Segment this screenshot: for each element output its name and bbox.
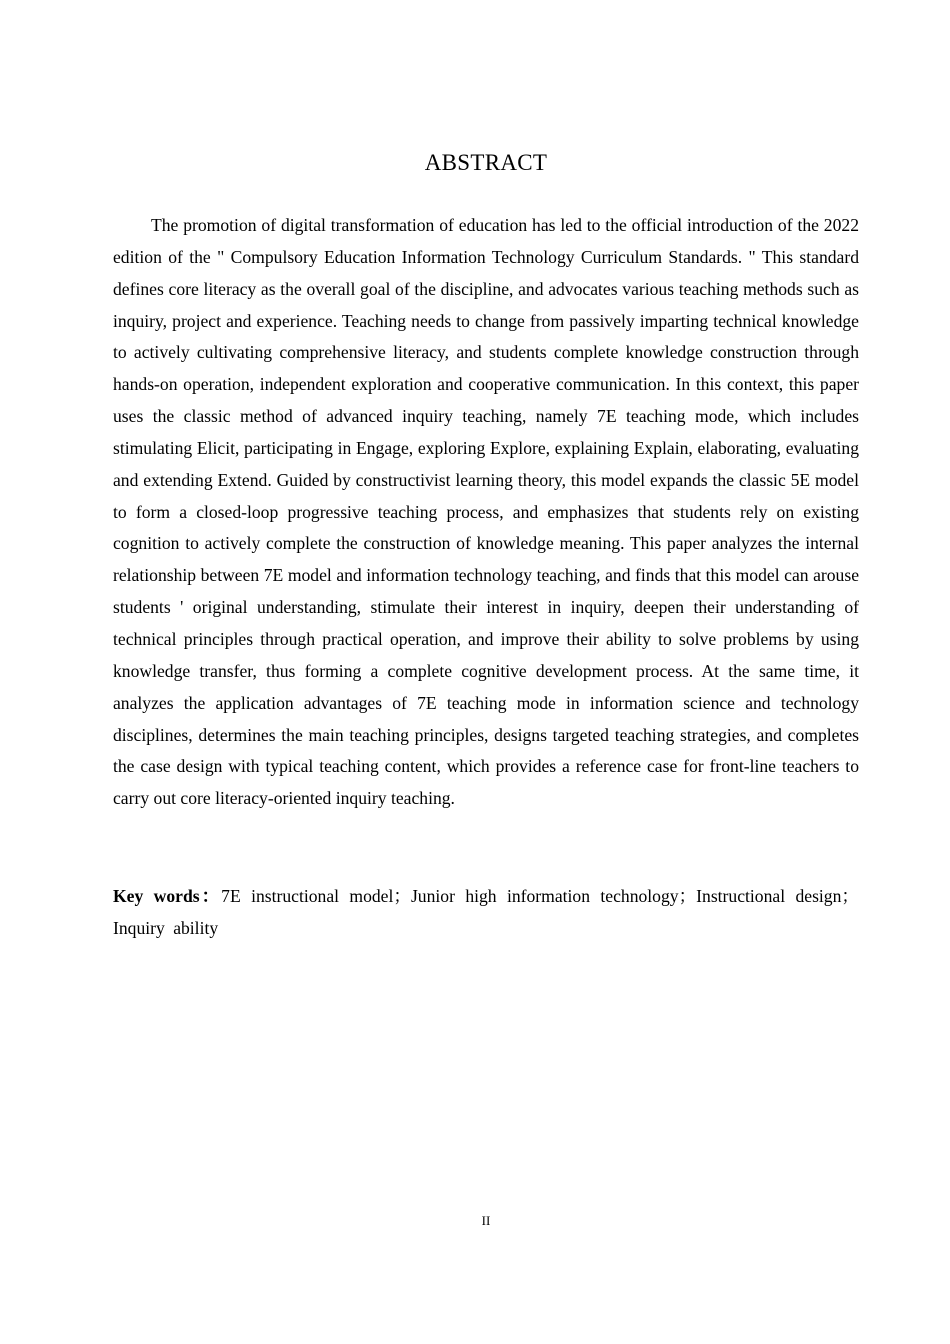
keywords-label: Key words：	[113, 886, 222, 906]
keywords-text: 7E instructional model；Junior high information technology；Instructional design； Inquiry ability	[113, 886, 859, 938]
abstract-title: ABSTRACT	[424, 150, 548, 175]
keywords-paragraph	[113, 881, 859, 945]
page-number: II	[481, 1213, 491, 1228]
abstract-body: The promotion of digital transformation of education has led to the official introduction of the 2022 edition of the " Compulsory Education Information Technology Curriculum Standards. " This standard defines core literacy as the overall goal of the discipline, and advocates various teaching methods such as inquiry, project and experience. Teaching needs to change from passively imparting technical knowledge to actively cultivating comprehensive literacy, and students complete knowledge construction through hands-on operation, independent exploration and cooperative communication. In this context, this paper uses the classic method of advanced inquiry teaching, namely 7E teaching mode, which includes stimulating Elicit, participating in Engage, exploring Explore, explaining Explain, elaborating, evaluating and extending Extend. Guided by constructivist learning theory, this model expands the classic 5E model to form a closed-loop progressive teaching process, and emphasizes that students rely on existing cognition to actively complete the construction of knowledge meaning. This paper analyzes the internal relationship between 7E model and information technology teaching, and finds that this model can arouse students ' original understanding, stimulate their interest in inquiry, deepen their understanding of technical principles through practical operation, and improve their ability to solve problems by using knowledge transfer, thus forming a complete cognitive development process. At the same time, it analyzes the application advantages of 7E teaching mode in information science and technology disciplines, determines the main teaching principles, designs targeted teaching strategies, and completes the case design with typical teaching content, which provides a reference case for front-line teachers to carry out core literacy-oriented inquiry teaching.	[113, 215, 859, 809]
